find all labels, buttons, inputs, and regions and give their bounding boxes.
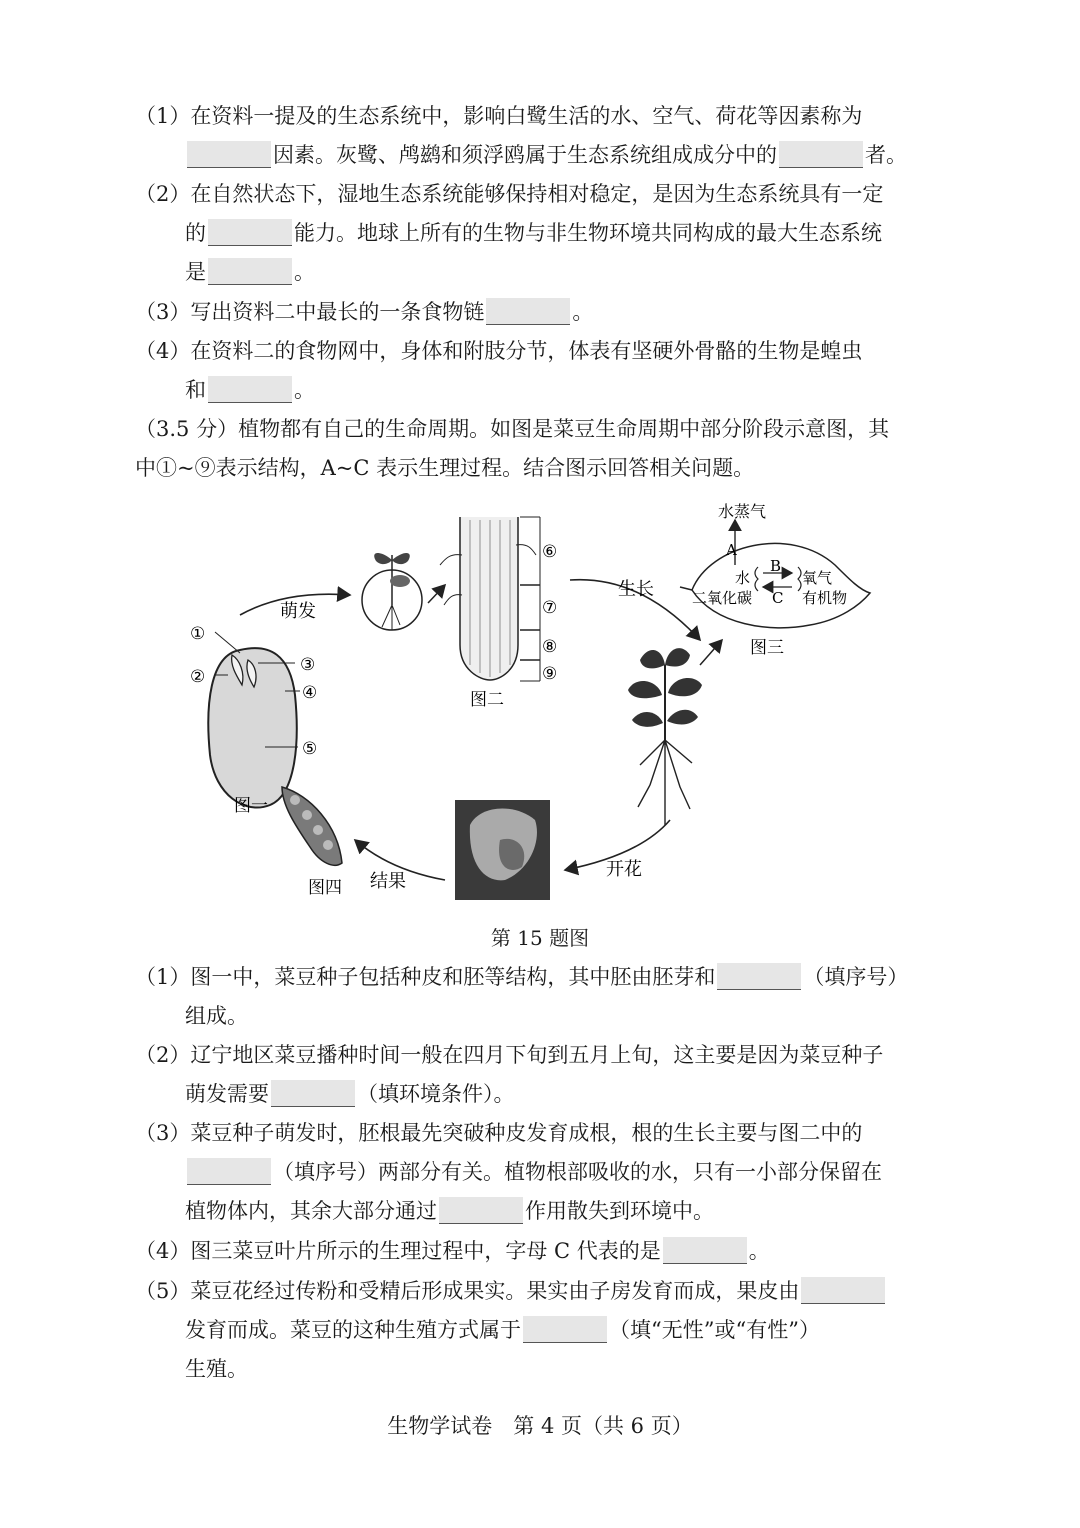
q4-line2: 和 。: [185, 378, 315, 402]
marker-2: ②: [190, 667, 206, 687]
answer-blank[interactable]: [523, 1316, 607, 1343]
label-process-a: A: [726, 541, 737, 559]
answer-blank[interactable]: [486, 298, 570, 325]
fig3-label: 图三: [750, 638, 784, 658]
fig4-bean-pod: [282, 787, 342, 865]
marker-5: ⑤: [302, 739, 318, 759]
q2-line2: 的 能力。地球上所有的生物与非生物环境共同构成的最大生态系统: [185, 221, 882, 245]
label-process-c: C: [772, 589, 784, 607]
label-process-b: B: [770, 557, 782, 575]
p1-line2: 组成。: [185, 1004, 248, 1028]
q1-line1: （1）在资料一提及的生态系统中，影响白鹭生活的水、空气、荷花等因素称为: [135, 104, 863, 128]
figure-caption: 第 15 题图: [490, 926, 590, 950]
label-water-vapor: 水蒸气: [718, 502, 767, 521]
answer-blank[interactable]: [439, 1197, 523, 1224]
marker-4: ④: [302, 683, 318, 703]
label-co2: 二氧化碳: [692, 589, 753, 607]
bean-flower-photo: [455, 800, 550, 900]
answer-blank[interactable]: [271, 1080, 355, 1107]
label-water: 水: [735, 569, 751, 587]
marker-6: ⑥: [542, 542, 558, 562]
p3-line2: （填序号）两部分有关。植物根部吸收的水，只有一小部分保留在: [185, 1157, 882, 1187]
q4-line1: （4）在资料二的食物网中，身体和附肢分节，体表有坚硬外骨骼的生物是蝗虫: [135, 339, 863, 363]
answer-blank[interactable]: [187, 1158, 271, 1185]
label-flower: 开花: [606, 859, 642, 880]
p2-line1: （2）辽宁地区菜豆播种时间一般在四月下旬到五月上旬，这主要是因为菜豆种子: [135, 1043, 884, 1067]
p5-line1: （5）菜豆花经过传粉和受精后形成果实。果实由子房发育而成，果皮由: [135, 1276, 887, 1306]
answer-blank[interactable]: [187, 141, 271, 168]
fig1-bean-seed: [208, 632, 300, 808]
q3-line: （3）写出资料二中最长的一条食物链 。: [135, 300, 594, 324]
answer-blank[interactable]: [779, 141, 863, 168]
answer-blank[interactable]: [208, 376, 292, 403]
p4-line: （4）图三菜豆叶片所示的生理过程中，字母 C 代表的是 。: [135, 1239, 770, 1263]
answer-blank[interactable]: [663, 1237, 747, 1264]
label-fruit: 结果: [370, 871, 406, 892]
marker-7: ⑦: [542, 598, 558, 618]
p3-line1: （3）菜豆种子萌发时，胚根最先突破种皮发育成根，根的生长主要与图二中的: [135, 1121, 863, 1145]
fig2-root-tip: [440, 517, 540, 681]
p3-line3: 植物体内，其余大部分通过 作用散失到环境中。: [185, 1199, 714, 1223]
q15-intro1: （3.5 分）植物都有自己的生命周期。如图是菜豆生命周期中部分阶段示意图，其: [135, 417, 890, 441]
p2-line2: 萌发需要 （填环境条件）。: [185, 1082, 515, 1106]
p1-line1: （1）图一中，菜豆种子包括种皮和胚等结构，其中胚由胚芽和 （填序号）: [135, 965, 909, 989]
fig2-label: 图二: [470, 690, 504, 710]
marker-9: ⑨: [542, 664, 558, 684]
arrow-seedling-zoom: [428, 585, 445, 603]
fig1-label: 图一: [234, 796, 268, 816]
label-organic: 有机物: [802, 589, 848, 607]
answer-blank[interactable]: [717, 963, 801, 990]
answer-blank[interactable]: [208, 219, 292, 246]
bean-plant: [628, 648, 702, 825]
marker-1: ①: [190, 624, 206, 644]
p5-line3: 生殖。: [185, 1357, 248, 1381]
q2-line3: 是 。: [185, 260, 315, 284]
q15-intro2: 中①~⑨表示结构，A~C 表示生理过程。结合图示回答相关问题。: [135, 456, 755, 480]
fig4-label: 图四: [308, 878, 342, 898]
seedling-circle: [362, 553, 422, 630]
label-grow: 生长: [618, 579, 654, 600]
q2-line1: （2）在自然状态下，湿地生态系统能够保持相对稳定，是因为生态系统具有一定: [135, 182, 884, 206]
page-footer: 生物学试卷 第 4 页（共 6 页）: [387, 1414, 693, 1438]
arrow-leaf-zoom: [700, 640, 722, 665]
lifecycle-diagram: [170, 495, 890, 905]
bean-lifecycle-figure: [170, 495, 890, 905]
marker-8: ⑧: [542, 637, 558, 657]
label-germinate: 萌发: [280, 601, 316, 622]
marker-3: ③: [300, 655, 316, 675]
p5-line2: 发育而成。菜豆的这种生殖方式属于 （填“无性”或“有性”）: [185, 1318, 820, 1342]
answer-blank[interactable]: [801, 1277, 885, 1304]
label-oxygen: 氧气: [802, 569, 833, 587]
q1-line2: 因素。灰鹭、鸬鹚和须浮鸥属于生态系统组成成分中的 者。: [185, 140, 907, 170]
answer-blank[interactable]: [208, 258, 292, 285]
